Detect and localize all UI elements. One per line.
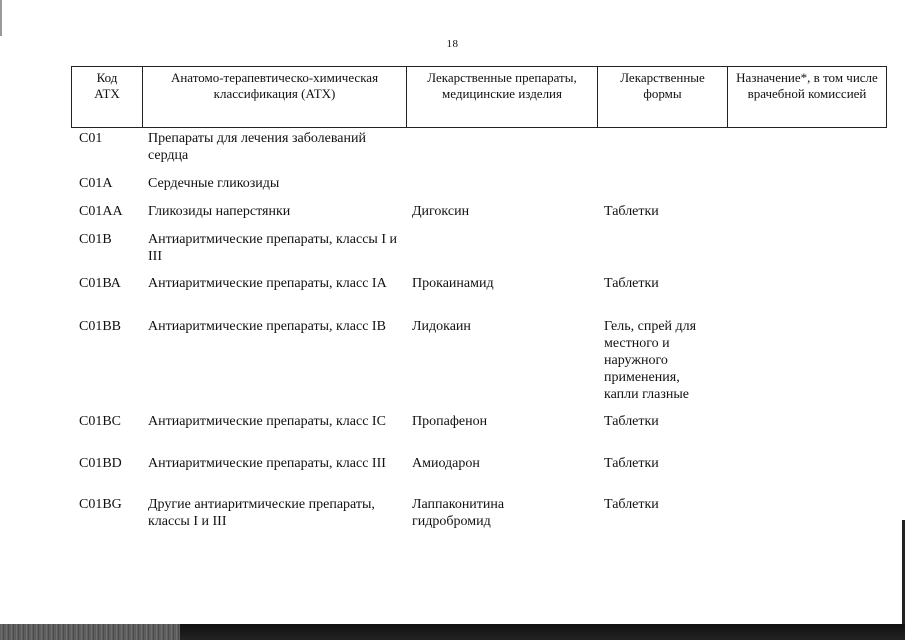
row-classification: Антиаритмические препараты, класс III — [148, 456, 386, 471]
row-drug: Дигоксин — [412, 204, 470, 219]
row-form: Таблетки — [604, 414, 659, 429]
header-drugs: Лекарственные препараты, медицинские изделия — [407, 67, 598, 127]
row-drug: Лидокаин — [412, 319, 471, 334]
row-code: С01ВВ — [79, 319, 122, 334]
row-classification: Антиаритмические препараты, класс IC — [148, 414, 386, 429]
scan-bottom-texture — [0, 624, 180, 640]
row-code: С01ВС — [79, 414, 122, 429]
header-purpose: Назначение*, в том числе врачебной комиссией — [736, 70, 878, 101]
row-code: С01В — [79, 232, 112, 247]
header-classification: Анатомо-терапевтическо-химическая классификация (АТХ) — [143, 67, 407, 127]
row-drug: Пропафенон — [412, 414, 488, 429]
row-code: С01АА — [79, 204, 123, 219]
row-classification: Антиаритмические препараты, класс IA — [148, 276, 387, 291]
row-code: С01BD — [79, 456, 122, 471]
row-drug: Лаппаконитина гидробромид — [412, 497, 505, 529]
table-header — [71, 66, 887, 128]
row-form: Таблетки — [604, 456, 659, 471]
row-classification: Препараты для лечения заболеваний сердца — [148, 131, 366, 163]
row-classification: Гликозиды наперстянки — [148, 204, 291, 219]
header-code: Код АТХ — [72, 67, 143, 127]
row-classification: Антиаритмические препараты, классы I и III — [148, 232, 397, 264]
row-classification: Антиаритмические препараты, класс IB — [148, 319, 386, 334]
row-code: С01А — [79, 176, 113, 191]
row-form: Таблетки — [604, 497, 659, 512]
row-form: Таблетки — [604, 276, 659, 291]
row-classification: Сердечные гликозиды — [148, 176, 280, 191]
row-form: Таблетки — [604, 204, 659, 219]
row-code: С01 — [79, 131, 103, 146]
header-forms: Лекарственные формы — [598, 67, 728, 127]
page-number: 18 — [446, 38, 459, 50]
row-drug: Амиодарон — [412, 456, 480, 471]
row-classification: Другие антиаритмические препараты, классы I и III — [148, 497, 375, 529]
row-form: Гель, спрей для местного и наружного применения, капли глазные — [604, 319, 697, 402]
row-drug: Прокаинамид — [412, 276, 494, 291]
row-code: С01BG — [79, 497, 122, 512]
scan-edge-mark — [0, 0, 2, 36]
row-code: С01ВА — [79, 276, 121, 291]
